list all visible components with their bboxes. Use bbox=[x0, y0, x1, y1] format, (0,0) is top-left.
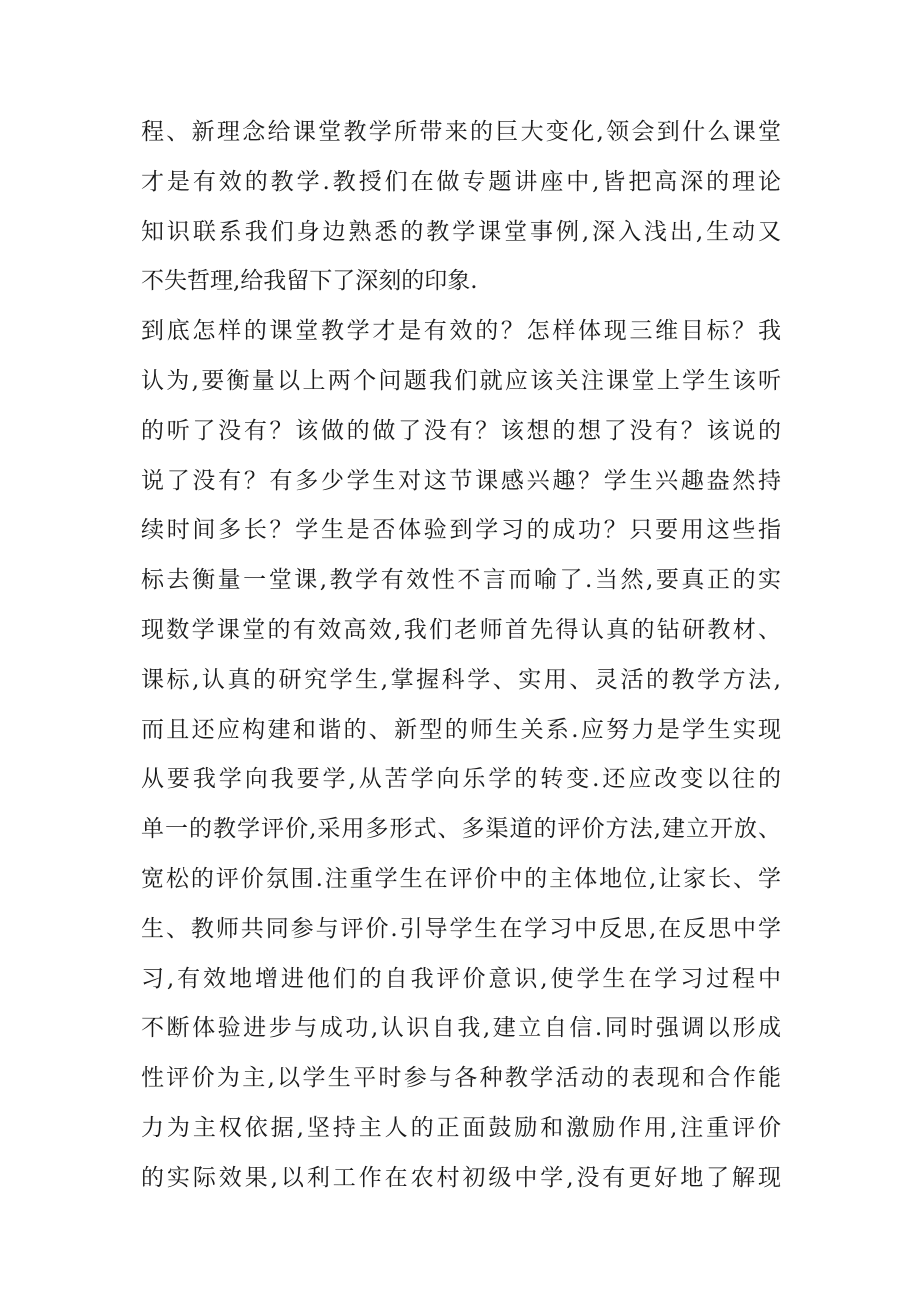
text-line: 说了没有？有多少学生对这节课感兴趣？学生兴趣盎然持 bbox=[141, 467, 781, 494]
text-line: 到底怎样的课堂教学才是有效的？怎样体现三维目标？我 bbox=[141, 318, 781, 345]
text-line: 不断体验进步与成功,认识自我,建立自信.同时强调以形成 bbox=[141, 1015, 781, 1042]
text-line: 的实际效果,以利工作在农村初级中学,没有更好地了解现 bbox=[141, 1164, 781, 1191]
text-line: 生、教师共同参与评价.引导学生在学习中反思,在反思中学 bbox=[141, 915, 781, 942]
text-line: 单一的教学评价,采用多形式、多渠道的评价方法,建立开放、 bbox=[141, 816, 781, 843]
text-line: 力为主权依据,坚持主人的正面鼓励和激励作用,注重评价 bbox=[141, 1114, 781, 1141]
text-line: 认为,要衡量以上两个问题我们就应该关注课堂上学生该听 bbox=[141, 367, 781, 394]
text-line: 习,有效地增进他们的自我评价意识,使学生在学习过程中 bbox=[141, 965, 781, 992]
text-line: 从要我学向我要学,从苦学向乐学的转变.还应改变以往的 bbox=[141, 766, 781, 793]
text-line: 不失哲理,给我留下了深刻的印象. bbox=[141, 268, 478, 295]
text-line: 而且还应构建和谐的、新型的师生关系.应努力是学生实现 bbox=[141, 716, 781, 743]
text-line: 现数学课堂的有效高效,我们老师首先得认真的钻研教材、 bbox=[141, 616, 781, 643]
body-text bbox=[141, 108, 781, 1204]
text-line: 知识联系我们身边熟悉的教学课堂事例,深入浅出,生动又 bbox=[141, 218, 781, 245]
text-line: 程、新理念给课堂教学所带来的巨大变化,领会到什么课堂 bbox=[141, 119, 781, 145]
text-line: 续时间多长？学生是否体验到学习的成功？只要用这些指 bbox=[141, 517, 781, 544]
text-line: 课标,认真的研究学生,掌握科学、实用、灵活的教学方法, bbox=[141, 666, 781, 693]
text-line: 标去衡量一堂课,教学有效性不言而喻了.当然,要真正的实 bbox=[141, 567, 781, 594]
text-line: 宽松的评价氛围.注重学生在评价中的主体地位,让家长、学 bbox=[141, 865, 781, 892]
text-line: 的听了没有？该做的做了没有？该想的想了没有？该说的 bbox=[141, 417, 781, 444]
text-line: 性评价为主,以学生平时参与各种教学活动的表现和合作能 bbox=[141, 1065, 781, 1092]
text-line: 才是有效的教学.教授们在做专题讲座中,皆把高深的理论 bbox=[141, 168, 781, 195]
